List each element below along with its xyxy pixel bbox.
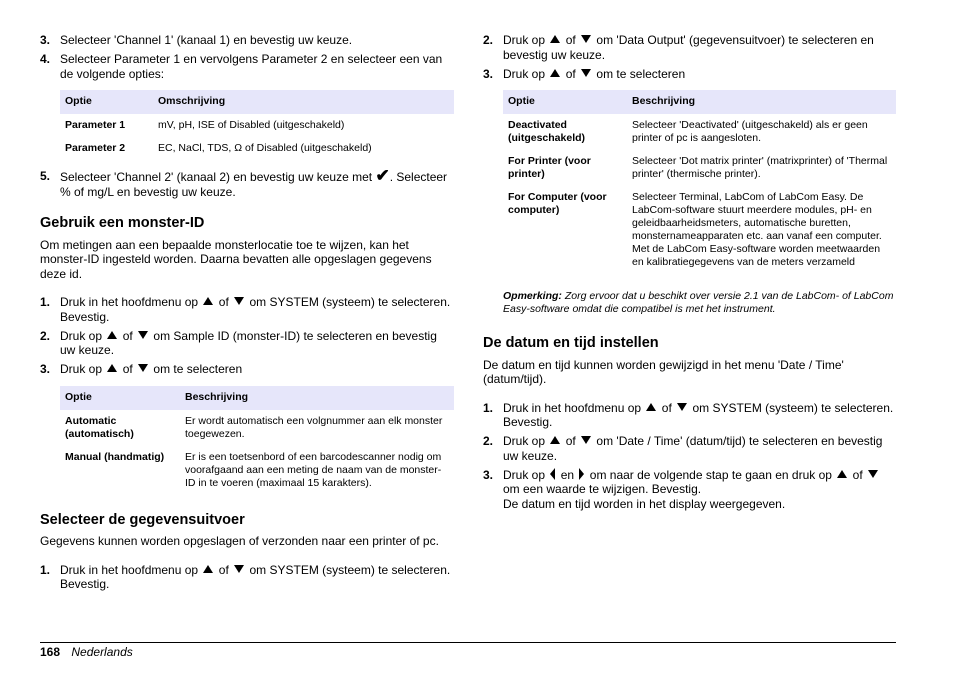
- step-3-change-value: 3. Druk op en om naar de volgende stap te gaan en druk op of om een waarde te wijzigen. Bevestig. De datum en tijd worden in het display weergegeven.: [483, 468, 896, 512]
- note-text: Zorg ervoor dat u beschikt over versie 2.1 van de LabCom- of LabCom Easy-software omdat die compatibel is met het instrument.: [503, 290, 894, 315]
- table-header-row: [60, 90, 454, 114]
- up-arrow-icon: [107, 364, 117, 372]
- step-2-date-time: 2. Druk op of om 'Date / Time' (datum/tijd) te selecteren en bevestig uw keuze.: [483, 434, 883, 463]
- down-arrow-icon: [234, 565, 244, 573]
- page-footer: [40, 642, 896, 660]
- down-arrow-icon: [234, 297, 244, 305]
- table-header: Optie: [60, 90, 153, 114]
- table-cell: Parameter 1: [65, 119, 126, 131]
- section-title-data-output: Selecteer de gegevensuitvoer: [40, 511, 245, 528]
- section-intro-date-time: De datum en tijd kunnen worden gewijzigd in het menu 'Date / Time' (datum/tijd).: [483, 357, 844, 386]
- down-arrow-icon: [581, 69, 591, 77]
- note: [503, 290, 896, 316]
- table-row: [503, 114, 896, 150]
- table-header: Optie: [60, 386, 180, 410]
- step-2-sample-id: 2. Druk op of om Sample ID (monster-ID) te selecteren en bevestig uw keuze.: [40, 328, 437, 357]
- sample-id-options-table: [60, 386, 454, 495]
- right-column: [483, 33, 896, 516]
- table-cell: Parameter 2: [65, 142, 126, 154]
- down-arrow-icon: [677, 403, 687, 411]
- table-cell: Deactivated (uitgeschakeld): [508, 119, 586, 144]
- data-output-options-table: [503, 90, 896, 274]
- table-cell: Manual (handmatig): [65, 450, 165, 463]
- table-header-row: [60, 386, 454, 410]
- table-cell: For Computer (voor computer): [508, 191, 607, 216]
- left-arrow-icon: [550, 468, 555, 480]
- up-arrow-icon: [837, 470, 847, 478]
- up-arrow-icon: [550, 436, 560, 444]
- step-5-channel2: 5. Selecteer 'Channel 2' (kanaal 2) en bevestig uw keuze met ✔. Selecteer % of mg/L en bevestig uw keuze.: [40, 166, 448, 199]
- down-arrow-icon: [138, 364, 148, 372]
- footer-language: Nederlands: [71, 645, 133, 659]
- down-arrow-icon: [138, 331, 148, 339]
- step-1-system-date: 1. Druk in het hoofdmenu op of om SYSTEM (systeem) te selecteren. Bevestig.: [483, 400, 894, 429]
- section-intro-data-output: Gegevens kunnen worden opgeslagen of verzonden naar een printer of pc.: [40, 534, 439, 548]
- table-header: Beschrijving: [627, 90, 896, 114]
- table-header: Beschrijving: [180, 386, 454, 410]
- parameter-options-table: [60, 90, 454, 160]
- up-arrow-icon: [550, 69, 560, 77]
- section-title-date-time: De datum en tijd instellen: [483, 335, 659, 351]
- table-row: [503, 150, 896, 186]
- down-arrow-icon: [581, 35, 591, 43]
- step-1-system-output: 1. Druk in het hoofdmenu op of om SYSTEM (systeem) te selecteren. Bevestig.: [40, 562, 451, 591]
- section-title-sample-id: Gebruik een monster-ID: [40, 215, 205, 231]
- table-row: [503, 186, 896, 274]
- table-cell: mV, pH, ISE of Disabled (uitgeschakeld): [158, 119, 345, 131]
- up-arrow-icon: [646, 403, 656, 411]
- table-cell: EC, NaCl, TDS, Ω of Disabled (uitgeschakeld): [158, 142, 372, 154]
- up-arrow-icon: [107, 331, 117, 339]
- down-arrow-icon: [868, 470, 878, 478]
- note-label: Opmerking:: [503, 290, 562, 302]
- checkmark-icon: ✔: [375, 166, 390, 185]
- left-column: [40, 33, 454, 596]
- table-cell: Er wordt automatisch een volgnummer aan elk monster toegewezen.: [185, 414, 443, 440]
- up-arrow-icon: [203, 297, 213, 305]
- section-intro-sample-id: Om metingen aan een bepaalde monsterlocatie toe te wijzen, kan het monster-ID ingesteld worden. Daarna bevatten alle opgeslagen gegevens deze id.: [40, 237, 432, 281]
- step-3-select-output: 3. Druk op of om te selecteren: [483, 66, 686, 81]
- step-3-select: 3. Druk op of om te selecteren: [40, 362, 243, 376]
- table-row: [60, 410, 454, 446]
- up-arrow-icon: [203, 565, 213, 573]
- table-header: Optie: [503, 90, 627, 114]
- table-cell: Er is een toetsenbord of een barcodescanner nodig om voorafgaand aan een meting de naam van de monster-ID in te voeren (maximaal 15 karakters).: [185, 450, 442, 489]
- table-row: [60, 446, 454, 495]
- table-cell: Selecteer 'Deactivated' (uitgeschakeld) als er geen printer of pc is aangesloten.: [632, 119, 868, 144]
- table-cell: For Printer (voor printer): [508, 155, 591, 180]
- step-1-system: 1. Druk in het hoofdmenu op of om SYSTEM (systeem) te selecteren. Bevestig.: [40, 295, 451, 324]
- up-arrow-icon: [550, 35, 560, 43]
- table-row: [60, 137, 454, 160]
- table-header-row: [503, 90, 896, 114]
- step-2-data-output: 2. Druk op of om 'Data Output' (gegevensuitvoer) te selecteren en bevestig uw keuze.: [483, 33, 874, 62]
- table-row: [60, 114, 454, 137]
- table-cell: Selecteer 'Dot matrix printer' (matrixprinter) of 'Thermal printer' (thermische printer).: [632, 155, 888, 180]
- step-3-channel1: 3. Selecteer 'Channel 1' (kanaal 1) en bevestig uw keuze.: [40, 33, 353, 47]
- page-number: 168: [40, 645, 61, 659]
- step-4-parameters: 4. Selecteer Parameter 1 en vervolgens Parameter 2 en selecteer een van de volgende opties:: [40, 52, 443, 81]
- table-cell: Automatic (automatisch): [65, 414, 134, 440]
- down-arrow-icon: [581, 436, 591, 444]
- table-cell: Selecteer Terminal, LabCom of LabCom Easy. De LabCom-software stuurt meerdere modules, pH- en geleidbaarheidsmeters, automatische buretten, monsternameapparaten etc. aan vanaf een computer. Met de LabCom Easy-software worden meetwaarden en kalibratiegegevens van de meters verzameld: [632, 191, 882, 268]
- right-arrow-icon: [579, 468, 584, 480]
- table-header: Omschrijving: [153, 90, 454, 114]
